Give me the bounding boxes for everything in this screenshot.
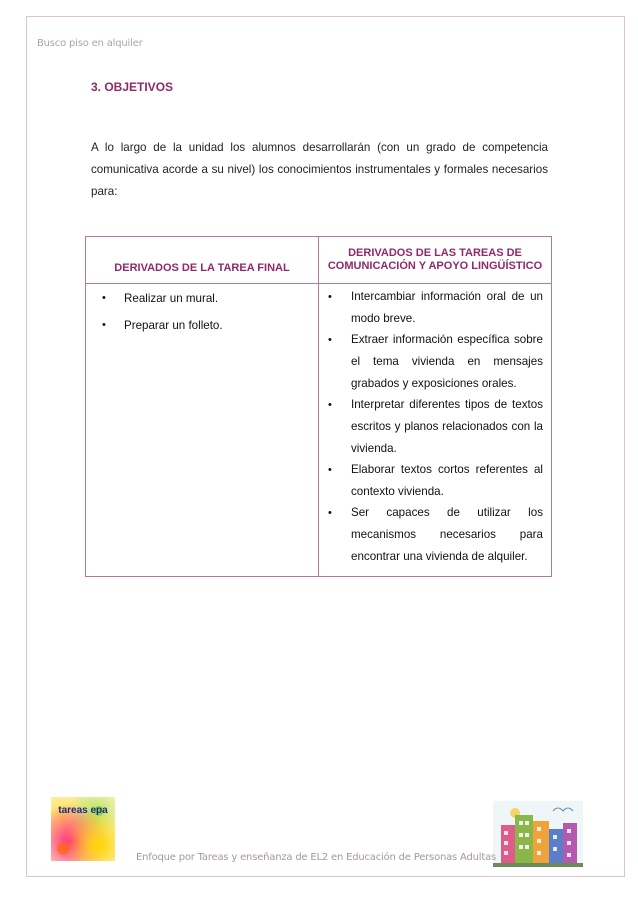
list-item-text: Elaborar textos cortos referentes al contexto vivienda. <box>351 463 543 498</box>
col2-cell <box>319 284 552 577</box>
col1-header <box>86 237 319 284</box>
footer-text: Enfoque por Tareas y enseñanza de EL2 en Educación de Personas Adultas <box>136 852 497 863</box>
bullet-icon: • <box>328 291 332 303</box>
bullet-icon: • <box>328 334 332 346</box>
table-body-row <box>86 284 552 577</box>
list-item <box>327 394 543 460</box>
bullet-icon: • <box>328 399 332 411</box>
col1-cell <box>86 284 319 577</box>
section-title: 3. OBJETIVOS <box>91 80 174 94</box>
list-item <box>327 286 543 330</box>
bullet-icon: • <box>102 319 106 331</box>
houses-illustration <box>493 801 583 867</box>
tareas-epa-logo <box>51 797 115 861</box>
list-item-text: Interpretar diferentes tipos de textos escritos y planos relacionados con la vivienda. <box>351 398 543 455</box>
col2-header: DERIVADOS DE LAS TAREAS DE COMUNICACIÓN Y APOYO LINGÜÍSTICO <box>319 237 552 284</box>
col2-list <box>327 286 543 568</box>
bullet-icon: • <box>328 464 332 476</box>
list-item <box>327 329 543 395</box>
bullet-icon: • <box>328 507 332 519</box>
list-item-text: Intercambiar información oral de un modo breve. <box>351 290 543 325</box>
col1-list <box>94 291 310 333</box>
list-item-text: Extraer información específica sobre el tema vivienda en mensajes grabados y exposiciones orales. <box>351 333 543 390</box>
bullet-icon: • <box>102 292 106 304</box>
intro-paragraph: A lo largo de la unidad los alumnos desarrollarán (con un grado de competencia comunicativa acorde a su nivel) los conocimientos instrumentales y formales necesarios para: <box>91 141 548 198</box>
list-item-text: Ser capaces de utilizar los mecanismos necesarios para encontrar una vivienda de alquiler. <box>351 506 543 563</box>
objectives-table <box>85 236 552 577</box>
list-item <box>327 459 543 503</box>
list-item-text: Preparar un folleto. <box>124 319 223 332</box>
logo-lettering: tareas epa <box>58 805 108 816</box>
list-item <box>327 502 543 568</box>
list-item <box>94 291 310 306</box>
list-item <box>94 318 310 333</box>
col1-header-label: DERIVADOS DE LA TAREA FINAL <box>114 261 290 274</box>
list-item-text: Realizar un mural. <box>124 292 219 305</box>
running-header: Busco piso en alquiler <box>37 38 143 49</box>
table-header-row <box>86 237 552 284</box>
